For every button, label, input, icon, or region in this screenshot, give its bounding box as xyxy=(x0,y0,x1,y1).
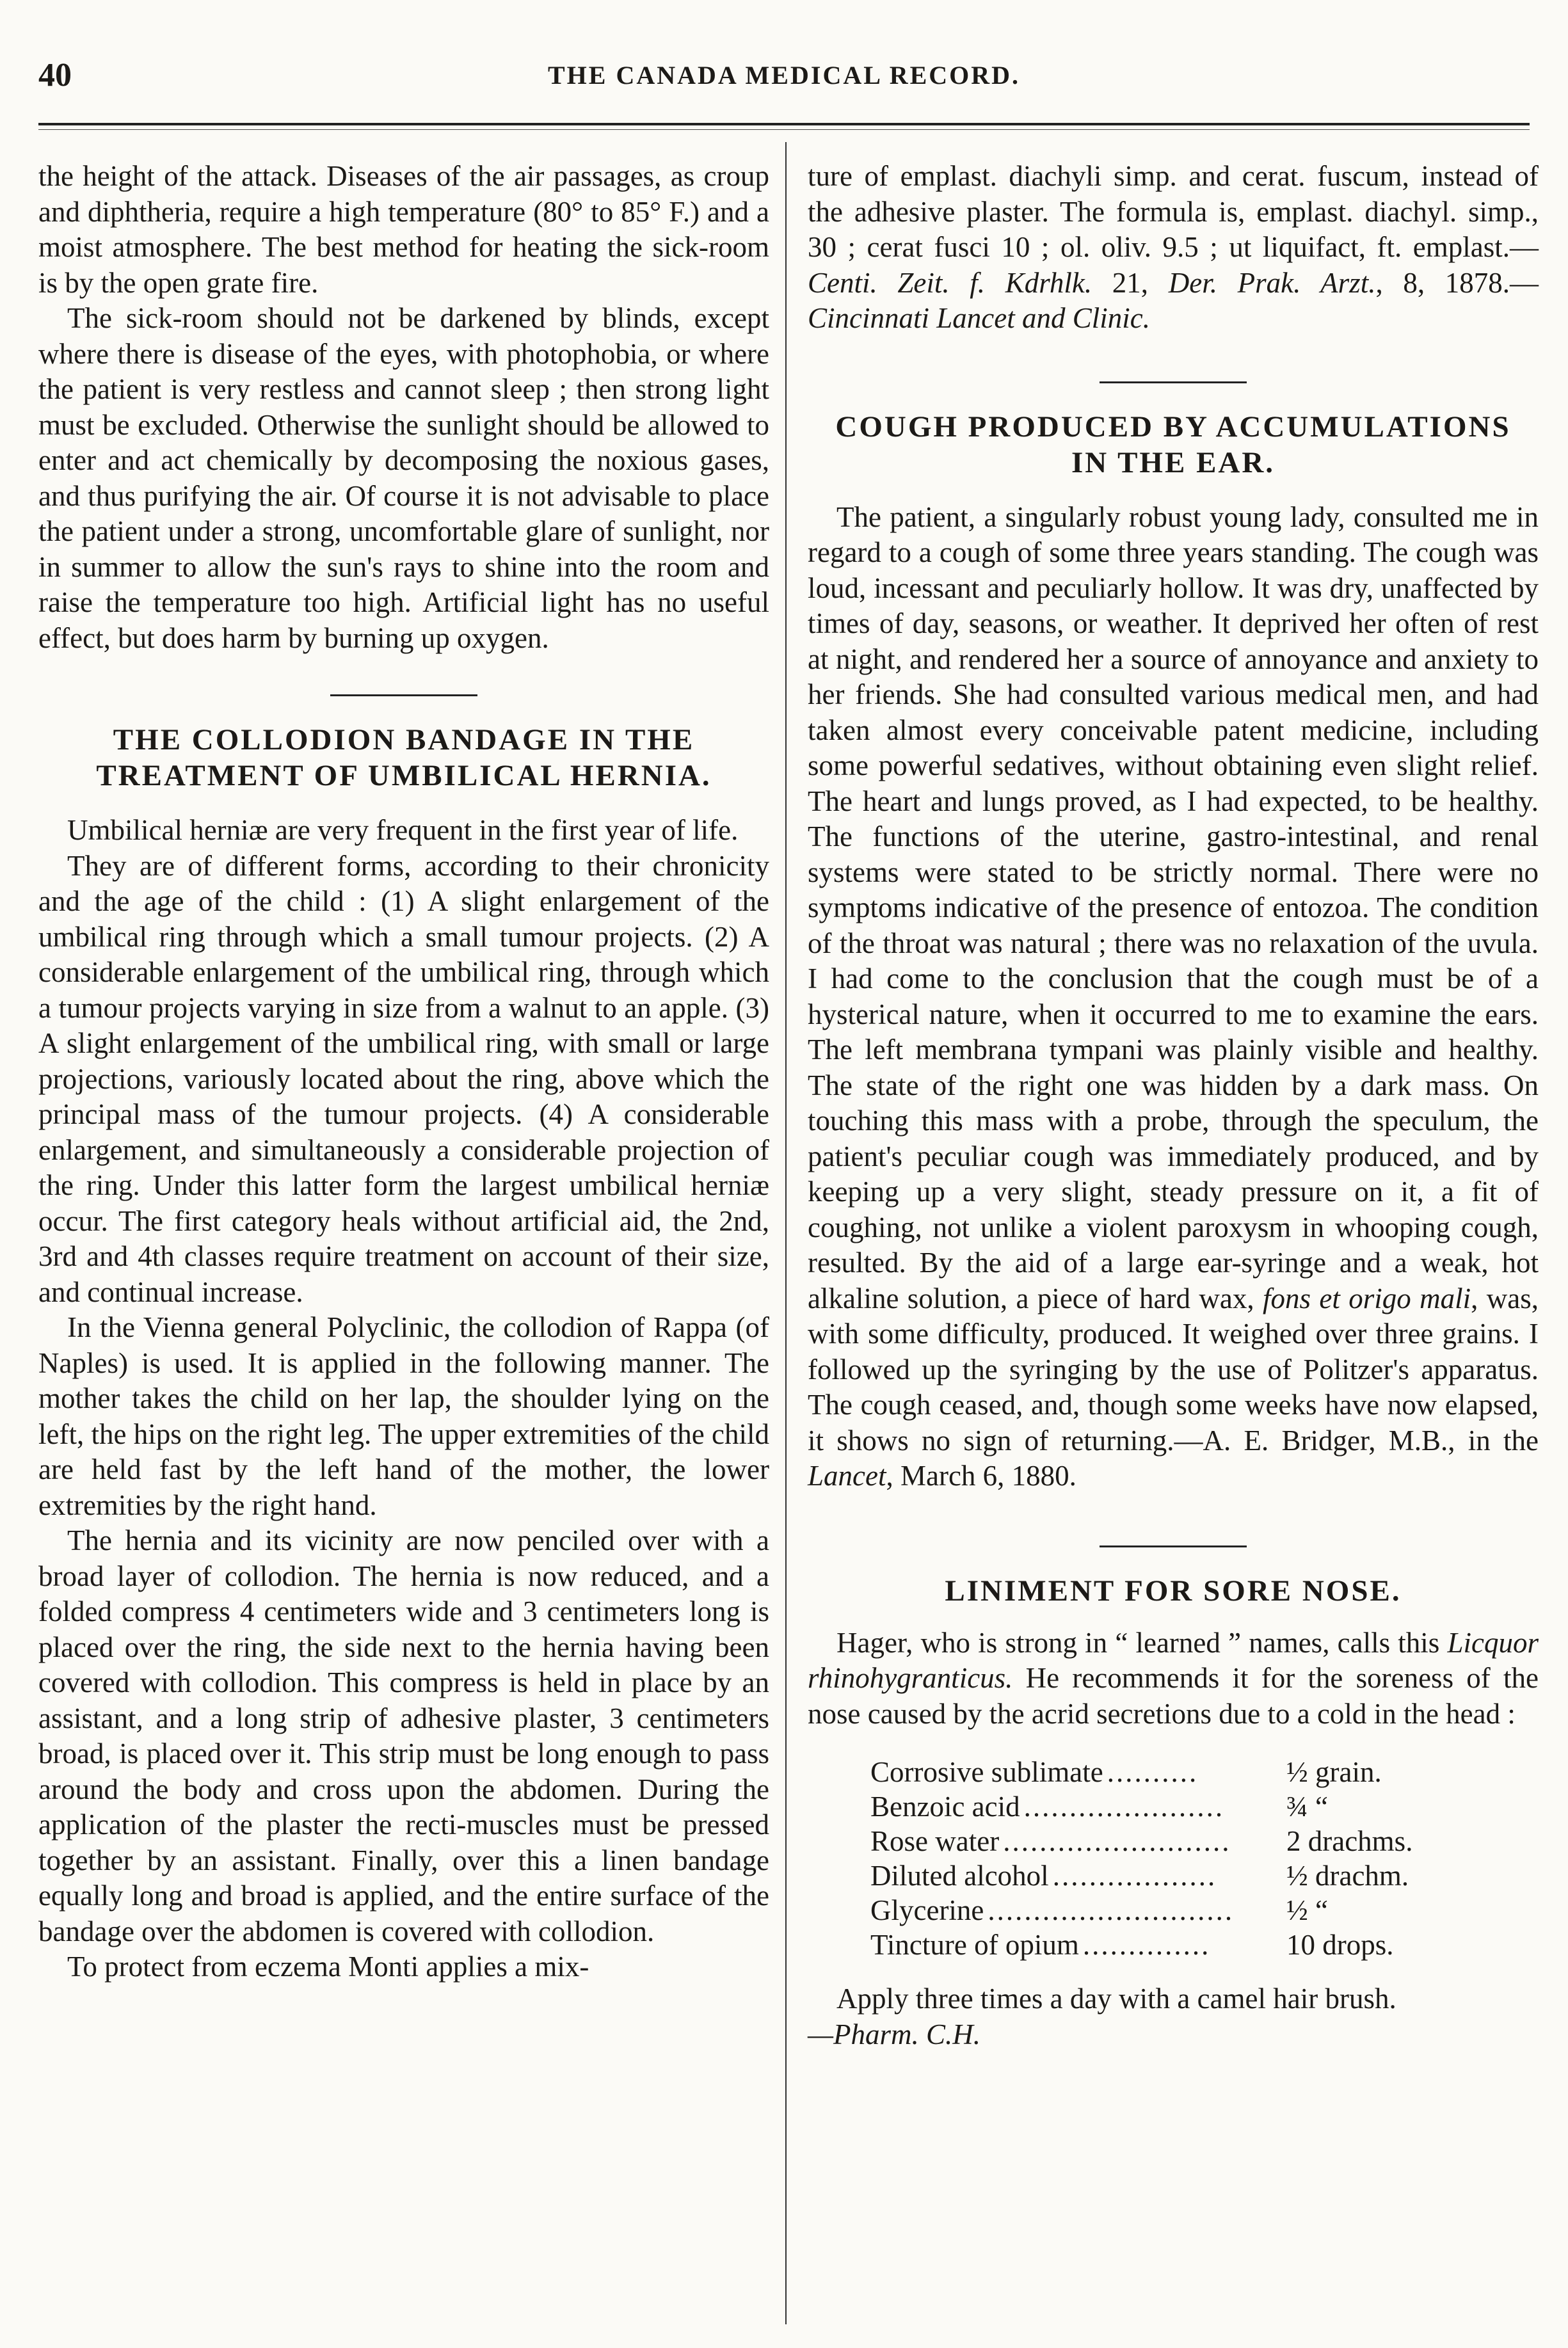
paragraph: They are of different forms, according to their chronicity and the age of the child : (1) A slight enlargement of the umbilical ring through which a small tumour projects. (2) A considerable enlargement of the umbilical ring, through which a tumour projects varying in size from a walnut to an apple. (3) A slight enlargement of the umbilical ring, with small or large projections, variously located about the ring, above which the principal mass of the tumour projects. (4) A considerable enlargement, and simultaneously a considerable projection of the ring. Under this latter form the largest umbilical herniæ occur. The first category heals without artificial aid, the 2nd, 3rd and 4th classes require treatment on account of their size, and continual increase. xyxy=(38,849,769,1308)
paragraph: Umbilical herniæ are very frequent in the first year of life. xyxy=(67,814,739,846)
recipe-item: Benzoic acid ...................... ¾ “ xyxy=(870,1791,1328,1823)
journal-name: Lancet xyxy=(808,1460,886,1492)
section-divider xyxy=(1100,1545,1247,1547)
paragraph: The sick-room should not be darkened by blinds, except where there is disease of the eyes, with photophobia, or where the patient is very restless and cannot sleep ; then strong light must be excluded. Otherwise the sunlight should be allowed to enter and act chemically by decomposing the noxious gases, and thus purifying the air. Of course it is not advisable to place the patient under a strong, uncomfortable glare of sunlight, nor in summer to allow the sun's rays to shine into the room and raise the temperature too high. Artificial light has no useful effect, but does harm by burning up oxygen. xyxy=(38,302,769,654)
paragraph: Apply three times a day with a camel hair brush. —Pharm. C.H. xyxy=(808,1983,1396,2050)
recipe-item: Tincture of opium .............. 10 drops. xyxy=(870,1929,1394,1961)
page-header xyxy=(38,56,1530,95)
section-divider xyxy=(1100,381,1247,383)
running-title: THE CANADA MEDICAL RECORD. xyxy=(547,61,1021,90)
recipe-item: Rose water ......................... 2 drachms. xyxy=(870,1825,1413,1857)
article-heading: COUGH PRODUCED BY ACCUMULATIONS IN THE EAR. xyxy=(835,410,1511,479)
citation: Der. Prak. Arzt. xyxy=(1168,266,1376,299)
recipe-item: Diluted alcohol .................. ½ drachm. xyxy=(870,1860,1409,1892)
paragraph: the height of the attack. Diseases of the air passages, as croup and diphtheria, require a high temperature (80° to 85° F.) and a moist atmosphere. The best method for heating the sick-room is by the open grate fire. xyxy=(38,160,769,299)
citation: Cincinnati Lancet and Clinic. xyxy=(808,302,1150,334)
paragraph: To protect from eczema Monti applies a mix- xyxy=(67,1951,589,1983)
header-rule-thin xyxy=(38,129,1530,130)
paragraph: The hernia and its vicinity are now penciled over with a broad layer of collodion. The hernia is now reduced, and a folded compress 4 centimeters wide and 3 centimeters long is placed over the ring, the side next to the hernia having been covered with collodion. This compress is held in place by an assistant, and a long strip of adhesive plaster, 3 centimeters broad, is placed over it. This strip must be long enough to pass around the body and cross upon the abdomen. During the application of the plaster the recti-muscles must be pressed together by an assistant. Finally, over this a linen bandage equally long and broad is applied, and the entire surface of the bandage over the abdomen is covered with collodion. xyxy=(38,1524,769,1947)
citation: —Pharm. C.H. xyxy=(808,2018,981,2050)
recipe-item: Corrosive sublimate .......... ½ grain. xyxy=(870,1756,1382,1788)
left-column xyxy=(38,159,769,1985)
column-divider xyxy=(785,142,787,2324)
article-heading: LINIMENT FOR SORE NOSE. xyxy=(945,1574,1402,1608)
latin-phrase: Licquor rhinohygranticus. xyxy=(808,1626,1539,1694)
header-rule xyxy=(38,123,1530,125)
right-column xyxy=(808,159,1539,2052)
citation: Centi. Zeit. f. Kdrhlk. xyxy=(808,266,1092,299)
article-heading: THE COLLODION BANDAGE IN THE TREATMENT OF UMBILICAL HERNIA. xyxy=(96,723,712,792)
page-number: 40 xyxy=(38,57,72,93)
paragraph: Hager, who is strong in “ learned ” names, calls this Licquor rhinohygranticus. He recommends it for the soreness of the nose caused by the acrid secretions due to a cold in the head : xyxy=(808,1626,1539,1730)
recipe-item: Glycerine ........................... ½ “ xyxy=(870,1894,1328,1926)
paragraph: ture of emplast. diachyli simp. and cerat. fuscum, instead of the adhesive plaster. The formula is, emplast. diachyl. simp., 30 ; cerat fusci 10 ; ol. oliv. 9.5 ; ut liquifact, ft. emplast.—Centi. Zeit. f. Kdrhlk. 21, Der. Prak. Arzt., 8, 1878.—Cincinnati Lancet and Clinic. xyxy=(808,160,1539,334)
section-divider xyxy=(330,694,477,696)
latin-phrase: fons et origo mali xyxy=(1262,1282,1471,1314)
paragraph: In the Vienna general Polyclinic, the collodion of Rappa (of Naples) is used. It is applied in the following manner. The mother takes the child on her lap, the shoulder lying on the left, the hips on the right leg. The upper extremities of the child are held fast by the left hand of the mother, the lower extremities by the right hand. xyxy=(38,1311,769,1521)
paragraph: The patient, a singularly robust young lady, consulted me in regard to a cough of some three years standing. The cough was loud, incessant and peculiarly hollow. It was dry, unaffected by times of day, seasons, or weather. It deprived her often of rest at night, and rendered her a source of annoyance and anxiety to her friends. She had consulted various medical men, and had taken almost every conceivable patent medicine, including some powerful sedatives, without obtaining even slight relief. The heart and lungs proved, as I had expected, to be healthy. The functions of the uterine, gastro-intestinal, and renal systems were stated to be strictly normal. There were no symptoms indicative of the presence of entozoa. The condition of the throat was natural ; there was no relaxation of the uvula. I had come to the conclusion that the cough must be of a hysterical nature, when it occurred to me to examine the ears. The left membrana tympani was plainly visible and healthy. The state of the right one was hidden by a dark mass. On touching this mass with a probe, through the speculum, the patient's peculiar cough was immediately produced, and by keeping up a very slight, steady pressure on it, a fit of coughing, not unlike a violent paroxysm in whooping cough, resulted. By the aid of a large ear-syringe and a weak, hot alkaline solution, a piece of hard wax, fons et origo mali, was, with some difficulty, produced. It weighed over three grains. I followed up the syringing by the use of Politzer's apparatus. The cough ceased, and, though some weeks have now elapsed, it shows no sign of returning.—A. E. Bridger, M.B., in the Lancet, March 6, 1880. xyxy=(808,500,1539,1492)
recipe-list xyxy=(870,1755,1446,1962)
